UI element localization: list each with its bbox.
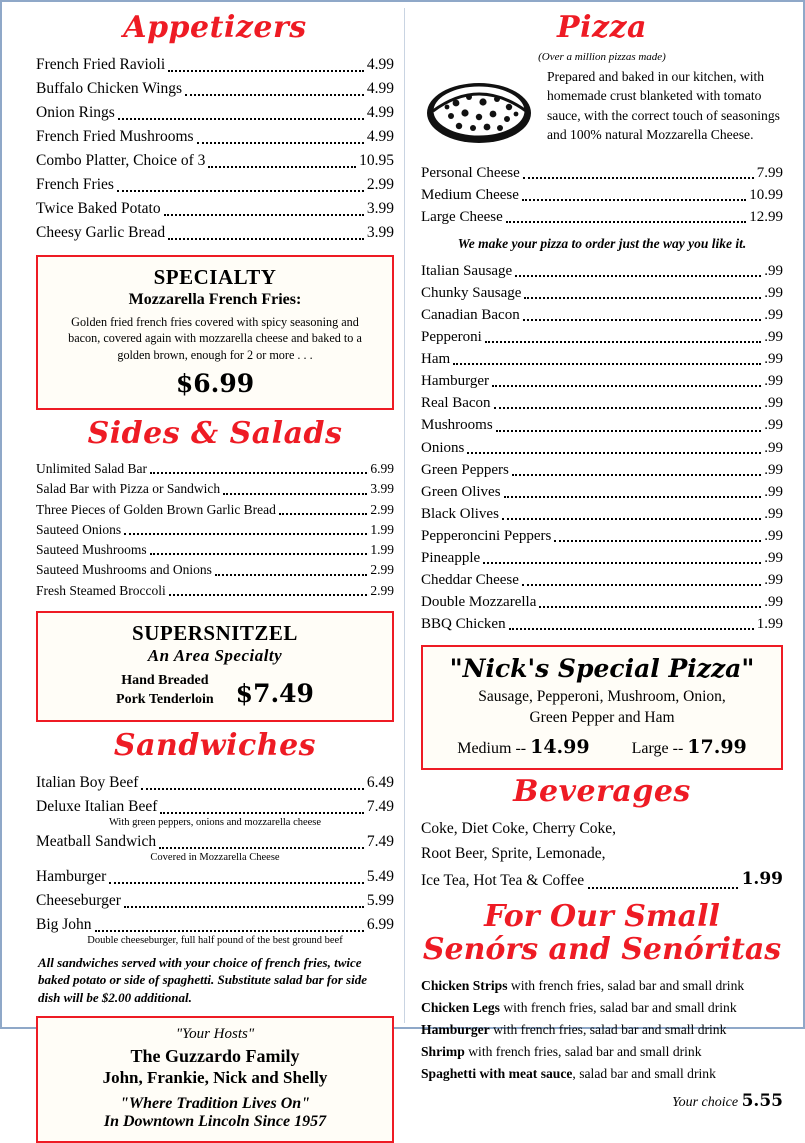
list-item	[421, 997, 783, 1019]
item-name: Cheeseburger	[36, 891, 121, 909]
kids-item-name: Hamburger	[421, 1021, 490, 1037]
list-item	[36, 101, 394, 125]
leader-dots	[522, 199, 746, 201]
item-name: Salad Bar with Pizza or Sandwich	[36, 481, 221, 497]
item-name: Hamburger	[421, 373, 490, 390]
item-price: .99	[764, 593, 783, 610]
item-price: .99	[764, 571, 783, 588]
beverages-heading: Beverages	[513, 773, 691, 809]
leader-dots	[124, 906, 364, 908]
special-pizza-box	[421, 645, 783, 770]
leader-dots	[494, 407, 762, 409]
menu-columns	[2, 2, 803, 1131]
list-item	[36, 560, 394, 580]
appetizers-list	[36, 53, 394, 245]
item-name: BBQ Chicken	[421, 615, 506, 632]
beverages-price: 1.99	[741, 869, 783, 890]
item-price: 1.99	[370, 521, 394, 537]
sandwich-note-deluxe: With green peppers, onions and mozzarella cheese	[108, 816, 322, 828]
item-name: Double Mozzarella	[421, 593, 537, 610]
pizza-order-note: We make your pizza to order just the way you like it.	[457, 236, 747, 252]
sides-list	[36, 459, 394, 601]
special-pizza-large-price: 17.99	[687, 735, 747, 758]
item-name: Mushrooms	[421, 417, 493, 434]
item-name: Sauteed Mushrooms	[36, 542, 147, 558]
kids-item-desc: with french fries, salad bar and small drink	[464, 1043, 702, 1059]
list-item	[36, 221, 394, 245]
item-name: Big John	[36, 915, 92, 933]
sandwiches-heading: Sandwiches	[113, 727, 317, 763]
item-price: .99	[764, 439, 783, 456]
leader-dots	[509, 628, 754, 630]
kids-item-desc: , salad bar and small drink	[572, 1065, 716, 1081]
kids-item-name: Spaghetti with meat sauce	[421, 1065, 573, 1081]
supersnitzel-price: $7.49	[235, 679, 314, 709]
leader-dots	[485, 341, 761, 343]
item-price: 6.49	[366, 773, 394, 791]
list-item	[421, 392, 783, 414]
item-name: French Fried Ravioli	[36, 56, 166, 73]
list-item	[36, 197, 394, 221]
item-name: Italian Sausage	[421, 263, 513, 280]
item-price: .99	[764, 505, 783, 522]
item-price: .99	[764, 263, 783, 280]
item-name: Deluxe Italian Beef	[36, 797, 158, 815]
item-price: 7.49	[366, 832, 394, 850]
item-price: .99	[764, 483, 783, 500]
item-price: 6.99	[366, 915, 394, 933]
item-name: Three Pieces of Golden Brown Garlic Bread	[36, 501, 276, 517]
item-name: Canadian Bacon	[421, 307, 520, 324]
beverages-line3-row	[421, 866, 783, 893]
list-item	[421, 304, 783, 326]
hosts-family: The Guzzardo Family	[130, 1046, 300, 1067]
list-item	[421, 282, 783, 304]
supersnitzel-line1: Hand Breaded	[121, 672, 209, 688]
pizza-illustration-icon	[421, 67, 541, 156]
left-column	[12, 8, 402, 1131]
sandwich-note-bigjohn: Double cheeseburger, full half pound of the best ground beef	[87, 934, 343, 946]
leader-dots	[539, 606, 761, 608]
list-item	[421, 525, 783, 547]
list-item	[36, 500, 394, 520]
appetizers-heading: Appetizers	[123, 10, 307, 45]
list-item	[421, 613, 783, 635]
pizza-heading: Pizza	[557, 10, 647, 45]
specialty-price: $6.99	[175, 369, 255, 399]
sides-heading: Sides & Salads	[87, 416, 343, 452]
list-item	[36, 53, 394, 77]
list-item	[36, 771, 394, 795]
kids-item-name: Chicken Legs	[421, 999, 500, 1015]
item-name: Onion Rings	[36, 104, 115, 122]
item-price: .99	[764, 417, 783, 434]
list-item	[36, 520, 394, 540]
special-pizza-ingredients-line2: Green Pepper and Ham	[529, 708, 675, 726]
leader-dots	[554, 540, 761, 542]
item-price: 6.99	[370, 461, 394, 477]
sandwich-note-meatball: Covered in Mozzarella Cheese	[150, 851, 280, 863]
hosts-title: "Your Hosts"	[175, 1026, 255, 1043]
special-pizza-sizes	[431, 736, 773, 758]
leader-dots	[492, 385, 761, 387]
leader-dots	[279, 513, 367, 515]
list-item	[36, 795, 394, 819]
list-item	[36, 149, 394, 173]
list-item	[36, 865, 394, 889]
kids-choice	[421, 1091, 783, 1111]
special-pizza-medium	[457, 736, 589, 758]
column-divider	[404, 8, 405, 1023]
leader-dots	[150, 472, 367, 474]
list-item	[421, 503, 783, 525]
item-name: Sauteed Mushrooms and Onions	[36, 562, 212, 578]
item-price: 3.99	[366, 200, 394, 218]
kids-heading-line1: For Our Small	[484, 898, 720, 934]
list-item	[421, 414, 783, 436]
supersnitzel-subtitle: An Area Specialty	[147, 645, 283, 665]
item-price: 7.99	[756, 165, 783, 181]
leader-dots	[185, 94, 364, 96]
kids-heading-line2: Senórs and Senóritas	[422, 932, 782, 968]
list-item	[36, 173, 394, 197]
item-name: Real Bacon	[421, 395, 491, 412]
list-item	[421, 162, 783, 184]
item-name: Twice Baked Potato	[36, 200, 161, 218]
leader-dots	[197, 142, 364, 144]
leader-dots	[502, 518, 761, 520]
item-name: Cheesy Garlic Bread	[36, 224, 166, 242]
item-price: 4.99	[366, 56, 394, 73]
item-name: Buffalo Chicken Wings	[36, 80, 183, 98]
item-name: Green Peppers	[421, 461, 509, 478]
leader-dots	[118, 118, 364, 120]
hosts-box	[36, 1016, 394, 1143]
special-pizza-large-label: Large --	[631, 739, 684, 757]
list-item	[421, 184, 783, 206]
list-item	[421, 260, 783, 282]
item-price: .99	[764, 351, 783, 368]
kids-choice-label: Your choice	[672, 1094, 739, 1110]
leader-dots	[522, 584, 761, 586]
list-item	[36, 479, 394, 499]
leader-dots	[512, 474, 761, 476]
list-item	[421, 1041, 783, 1063]
item-price: 2.99	[370, 582, 394, 598]
special-pizza-title: "Nick's Special Pizza"	[449, 653, 755, 683]
special-pizza-medium-label: Medium --	[457, 739, 527, 757]
list-item	[421, 370, 783, 392]
leader-dots	[588, 887, 737, 889]
leader-dots	[215, 574, 368, 576]
hosts-tagline: "Where Tradition Lives On"	[119, 1095, 311, 1113]
item-price: 4.99	[366, 80, 394, 98]
leader-dots	[504, 496, 762, 498]
item-name: Large Cheese	[421, 209, 503, 226]
beverages-line2: Root Beer, Sprite, Lemonade,	[421, 844, 606, 862]
list-item	[36, 540, 394, 560]
item-price: .99	[764, 461, 783, 478]
leader-dots	[109, 882, 364, 884]
leader-dots	[453, 363, 761, 365]
leader-dots	[523, 319, 762, 321]
list-item	[421, 569, 783, 591]
list-item	[36, 889, 394, 913]
specialty-description: Golden fried french fries covered with spicy seasoning and bacon, covered again with mozzarella cheese and baked to a golden brown, enough for 2 or more . . .	[68, 315, 362, 362]
item-price: 2.99	[370, 501, 394, 517]
kids-item-name: Shrimp	[421, 1043, 465, 1059]
list-item	[36, 581, 394, 601]
item-name: Pepperoni	[421, 329, 482, 346]
list-item	[421, 591, 783, 613]
beverages-line3: Ice Tea, Hot Tea & Coffee	[421, 871, 585, 889]
leader-dots	[117, 190, 364, 192]
pizza-intro	[421, 67, 783, 156]
kids-item-desc: with french fries, salad bar and small drink	[489, 1021, 727, 1037]
item-price: 2.99	[366, 176, 394, 194]
kids-heading	[421, 900, 783, 967]
beverages-list	[421, 817, 783, 894]
item-name: Ham	[421, 351, 451, 368]
item-price: 5.49	[366, 867, 394, 885]
item-name: Italian Boy Beef	[36, 773, 139, 791]
item-name: Medium Cheese	[421, 187, 519, 204]
leader-dots	[95, 930, 364, 932]
sandwiches-footnote: All sandwiches served with your choice of french fries, twice baked potato or side of spaghetti. Substitute salad bar for side dish will be $2.00 additional.	[38, 954, 367, 1005]
item-name: Black Olives	[421, 505, 499, 522]
supersnitzel-line2: Pork Tenderloin	[116, 691, 214, 707]
special-pizza-ingredients-line1: Sausage, Pepperoni, Mushroom, Onion,	[478, 687, 726, 705]
list-item	[421, 975, 783, 997]
item-name: Cheddar Cheese	[421, 571, 519, 588]
leader-dots	[164, 214, 364, 216]
hosts-since: In Downtown Lincoln Since 1957	[103, 1113, 327, 1131]
item-name: Unlimited Salad Bar	[36, 461, 147, 477]
leader-dots	[515, 275, 761, 277]
leader-dots	[169, 594, 368, 596]
item-name: Fresh Steamed Broccoli	[36, 582, 166, 598]
specialty-box	[36, 255, 394, 410]
item-price: 10.95	[359, 152, 394, 170]
item-price: 5.99	[366, 891, 394, 909]
leader-dots	[506, 221, 746, 223]
item-name: Onions	[421, 439, 465, 456]
item-price: 1.99	[756, 615, 783, 632]
pizza-sizes-list	[421, 162, 783, 228]
leader-dots	[524, 297, 761, 299]
special-pizza-medium-price: 14.99	[530, 735, 590, 758]
list-item	[36, 830, 394, 854]
kids-items	[421, 975, 783, 1085]
supersnitzel-detail	[48, 672, 382, 710]
pizza-blurb: Prepared and baked in our kitchen, with homemade crust blanketed with tomato sauce, with the correct touch of seasonings and 100% natural Mozzarella Cheese.	[547, 69, 780, 142]
item-price: 10.99	[749, 187, 783, 204]
leader-dots	[467, 452, 761, 454]
list-item	[421, 437, 783, 459]
leader-dots	[496, 430, 762, 432]
item-price: 2.99	[370, 562, 394, 578]
leader-dots	[124, 533, 367, 535]
leader-dots	[160, 812, 364, 814]
list-item	[421, 481, 783, 503]
list-item	[36, 77, 394, 101]
list-item	[36, 913, 394, 937]
item-name: Meatball Sandwich	[36, 832, 157, 850]
right-column	[407, 8, 793, 1111]
leader-dots	[168, 70, 364, 72]
sandwiches-list	[36, 771, 394, 819]
item-price: 3.99	[370, 481, 394, 497]
leader-dots	[208, 166, 356, 168]
item-price: .99	[764, 307, 783, 324]
item-name: Sauteed Onions	[36, 521, 122, 537]
item-price: 4.99	[366, 104, 394, 122]
item-price: 4.99	[366, 128, 394, 146]
item-name: Pepperoncini Peppers	[421, 527, 552, 544]
leader-dots	[483, 562, 761, 564]
list-item	[36, 459, 394, 479]
leader-dots	[168, 238, 364, 240]
supersnitzel-desc	[116, 672, 214, 710]
item-price: .99	[764, 395, 783, 412]
item-price: 1.99	[370, 542, 394, 558]
hosts-names: John, Frankie, Nick and Shelly	[102, 1068, 328, 1088]
leader-dots	[141, 788, 363, 790]
item-price: .99	[764, 373, 783, 390]
list-item	[421, 326, 783, 348]
leader-dots	[159, 847, 364, 849]
specialty-title: SPECIALTY	[153, 265, 277, 290]
beverages-line1: Coke, Diet Coke, Cherry Coke,	[421, 819, 617, 837]
pizza-subheading: (Over a million pizzas made)	[538, 51, 666, 63]
item-price: .99	[764, 329, 783, 346]
item-price: 12.99	[749, 209, 783, 226]
item-name: Pineapple	[421, 549, 481, 566]
item-price: 7.49	[366, 797, 394, 815]
kids-choice-price: 5.55	[741, 1090, 783, 1111]
list-item	[421, 206, 783, 228]
leader-dots	[523, 177, 754, 179]
kids-item-desc: with french fries, salad bar and small drink	[499, 999, 737, 1015]
list-item	[421, 459, 783, 481]
pizza-toppings-list	[421, 260, 783, 635]
special-pizza-large	[632, 736, 747, 758]
specialty-subtitle: Mozzarella French Fries:	[128, 291, 302, 309]
item-name: Chunky Sausage	[421, 285, 522, 302]
item-price: 3.99	[366, 224, 394, 242]
item-name: Green Olives	[421, 483, 501, 500]
sandwiches-list-2	[36, 830, 394, 854]
item-name: French Fried Mushrooms	[36, 128, 194, 146]
item-name: Hamburger	[36, 867, 107, 885]
leader-dots	[150, 553, 368, 555]
item-price: .99	[764, 549, 783, 566]
list-item	[421, 547, 783, 569]
item-name: French Fries	[36, 176, 114, 194]
list-item	[421, 1019, 783, 1041]
item-name: Personal Cheese	[421, 165, 520, 181]
leader-dots	[223, 493, 367, 495]
item-price: .99	[764, 527, 783, 544]
supersnitzel-title: SUPERSNITZEL	[132, 620, 298, 645]
list-item	[36, 125, 394, 149]
supersnitzel-box	[36, 611, 394, 722]
list-item	[421, 1063, 783, 1085]
kids-item-name: Chicken Strips	[421, 977, 508, 993]
list-item	[421, 348, 783, 370]
kids-item-desc: with french fries, salad bar and small drink	[507, 977, 745, 993]
item-name: Combo Platter, Choice of 3	[36, 152, 206, 170]
item-price: .99	[764, 285, 783, 302]
sandwiches-list-3	[36, 865, 394, 937]
